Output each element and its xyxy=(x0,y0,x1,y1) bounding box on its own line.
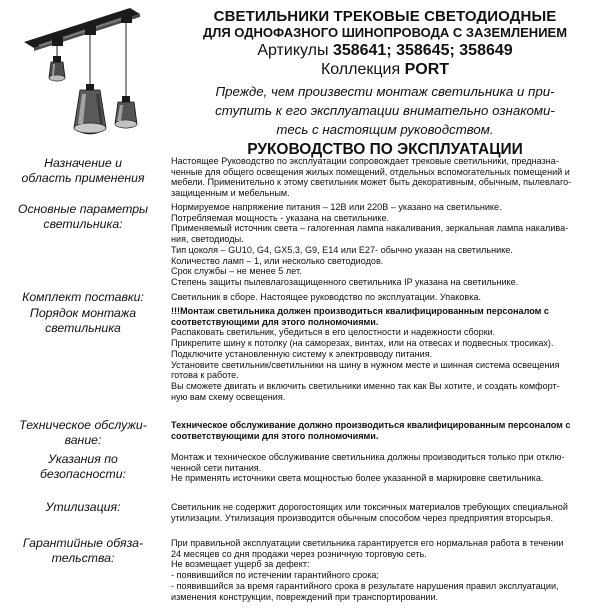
section-paragraph: Светильник не содержит дорогостоящих или токсичных материалов требующих специальной утилизации. Утилизация производится обычным способом через предприятия вторсырья. xyxy=(171,502,568,523)
collection-prefix: Коллекция xyxy=(320,61,401,78)
guide-title: РУКОВОДСТВО ПО ЭКСПЛУАТАЦИИ xyxy=(247,141,523,158)
section-body xyxy=(171,292,601,303)
section-body xyxy=(171,538,601,602)
section-warning: Техническое обслуживание должно производиться квалифицированным персоналом с соответствующими для этого полномочиями. xyxy=(171,420,571,441)
pendant-lamp-medium xyxy=(115,96,137,128)
section-paragraph: Настоящее Руководство по эксплуатации сопровождает трековые светильники, предназна- ченные для общего освещения жилых помещений, отдельных вспомогательных помещений и мебели. Применительно к этому светильник может быть декоративным, обычным, пылевлаго- защищенным и мебельным. xyxy=(171,156,572,199)
collection-line xyxy=(170,60,600,79)
section-label: Указания по безопасности: xyxy=(39,452,127,481)
section-body xyxy=(171,502,601,523)
section-paragraph: При правильной эксплуатации светильника гарантируется его нормальная работа в течении 24 месяцев со дня продажи через розничную торговую сеть. Не возмещает ущерб за дефект: - появившийся по истечении гарантийного срока; - появившийся за время гарантийного срока в результате нарушения правил эксплуатации, изменения конструкции, повреждений при транспортировании. xyxy=(171,538,564,602)
section-label: Гарантийные обяза- тельства: xyxy=(22,536,144,565)
section-label: Назначение и область применения xyxy=(21,156,145,185)
title-line-2: ДЛЯ ОДНОФАЗНОГО ШИНОПРОВОДА С ЗАЗЕМЛЕНИЕМ xyxy=(202,25,568,40)
collection-name: PORT xyxy=(404,61,450,78)
article-numbers: 358641; 358645; 358649 xyxy=(332,42,513,59)
section-label: Техническое обслужи- вание: xyxy=(19,418,147,447)
section-body xyxy=(171,306,601,402)
section-label: Утилизация: xyxy=(45,500,121,514)
pendant-lamp-large xyxy=(74,84,106,134)
section-paragraph: Монтаж и техническое обслуживание светильника должны производиться только при отклю- ченной сети питания. Не применять источники света мощностью более указанной в маркировке светильника. xyxy=(171,452,565,484)
product-illustration xyxy=(18,4,168,154)
title-line-1: СВЕТИЛЬНИКИ ТРЕКОВЫЕ СВЕТОДИОДНЫЕ xyxy=(213,8,557,25)
section-body xyxy=(171,202,601,288)
section-paragraph: Распаковать светильник, убедиться в его целостности и надежности сборки. Прикрепите шину к потолку (на саморезах, винтах, или на отвесах и подвесных тросиках). Подключите установленную систему к электровводу питания. Установите светильник/светильники на шину в нужном месте и шинная система освещения готова к работе. Вы сможете двигать и включить светильники именно так как Вы хотите, и создать комфорт- ную вам схему освещения. xyxy=(171,327,560,402)
section-label: Комплект поставки: xyxy=(22,290,144,304)
article-prefix: Артикулы xyxy=(257,42,329,59)
section-label: Порядок монтажа светильника xyxy=(29,306,137,335)
section-warning: !!!Монтаж светильника должен производиться квалифицированным персоналом с соответствующими для этого полномочиями. xyxy=(171,306,549,327)
section-paragraph: Светильник в сборе. Настоящее руководство по эксплуатации. Упаковка. xyxy=(171,292,482,302)
header xyxy=(170,8,600,159)
section-paragraph: Нормируемое напряжение питания – 12В или 220В – указано на светильнике. Потребляемая мощность - указана на светильнике. Применяемый источник света – галогенная лампа накаливания, зеркальная лампа накалива- ния, светодиоды. Тип цоколя – GU10, G4, GX5.3, G9, E14 или E27- обычно указан на светильнике. Количество ламп – 1, или несколько светодиодов. Срок службы – не менее 5 лет. Степень защиты пылевлагозащищенного светильника IP указана на светильнике. xyxy=(171,202,569,287)
section-body xyxy=(171,452,601,484)
article-line xyxy=(170,41,600,60)
pendant-lamp-small xyxy=(49,56,65,81)
section-body xyxy=(171,420,601,441)
section-body xyxy=(171,156,601,199)
section-label: Основные параметры светильника: xyxy=(17,202,149,231)
preface-notice: Прежде, чем произвести монтаж светильника и при- ступить к его эксплуатации внимательно ознакоми- тесь с настоящим руководством. xyxy=(215,84,555,137)
